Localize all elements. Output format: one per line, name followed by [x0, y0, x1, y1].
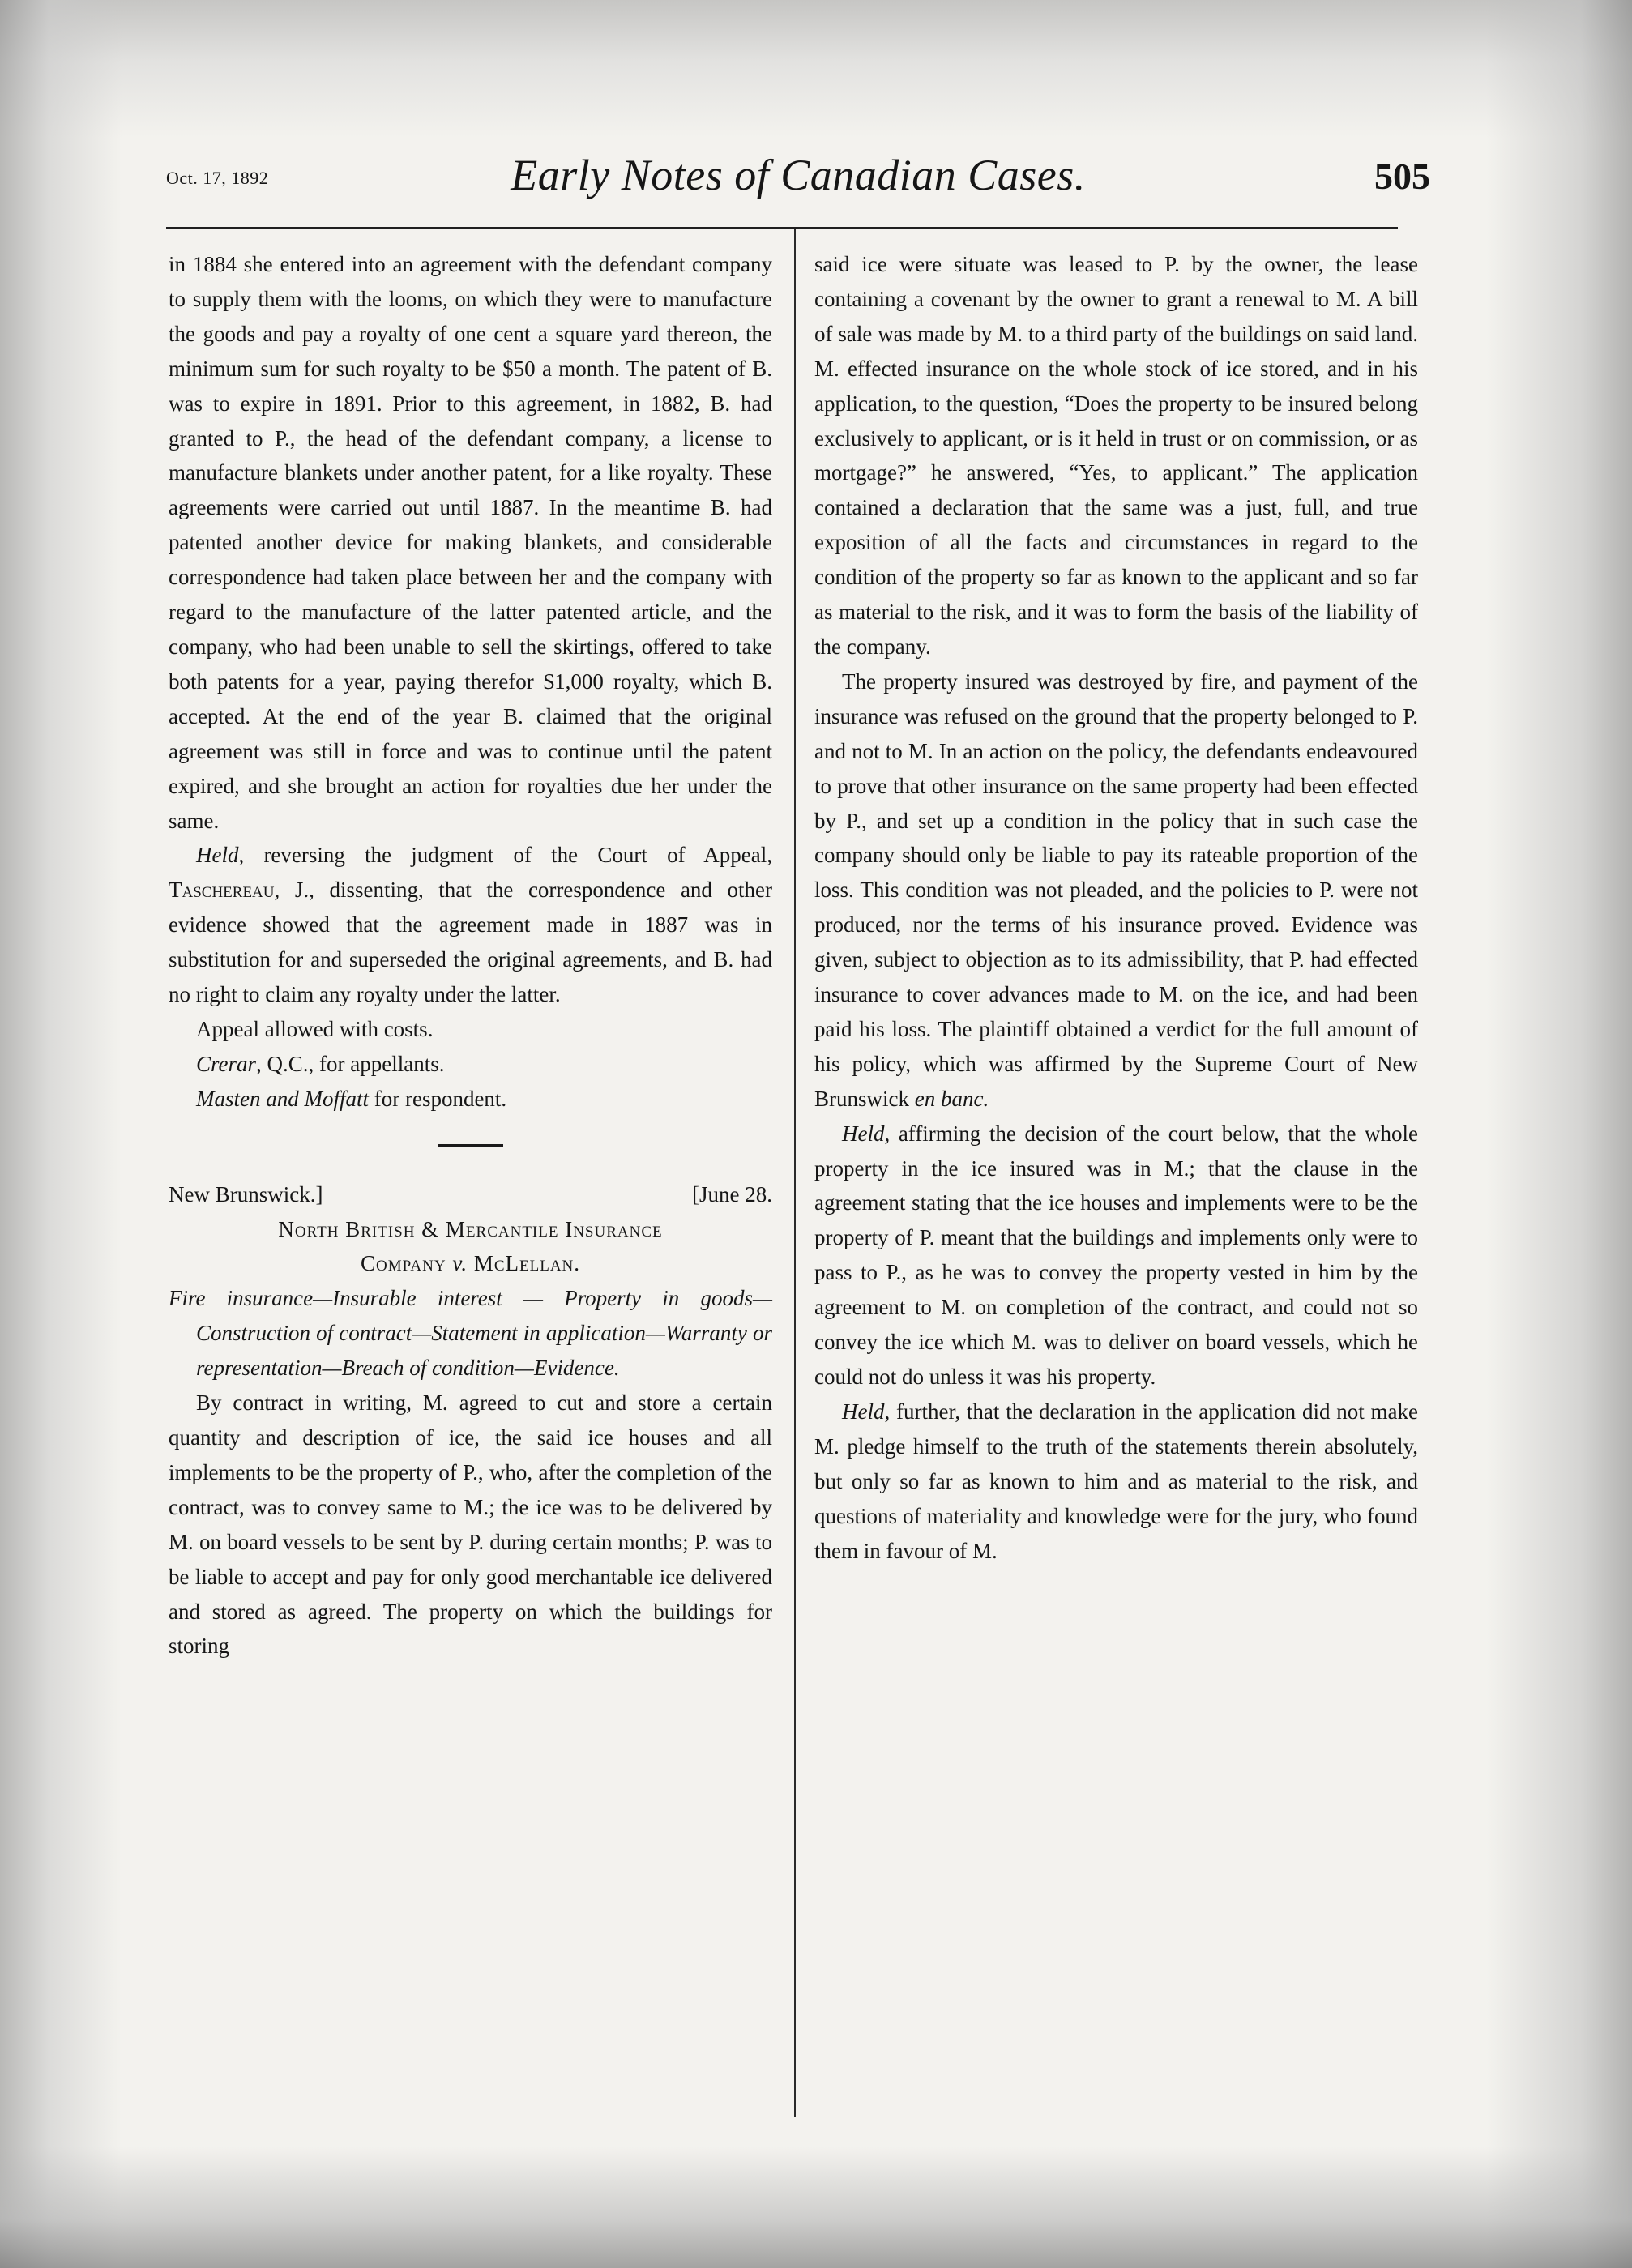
case-title-line-1: North British & Mercantile Insurance — [278, 1216, 663, 1241]
held-text-1: , affirming the decision of the court below, that the whole property in the ice insured was in M.; that the clause in the agreement stating that the ice houses and implements were to be the property of P. meant that the buildings and implements only were to pass to P., as he was to convey the property vested in him by the agreement to M. on completion of the contract, and could not so convey the ice which M. was to deliver on board vessels, which he could not do unless it was his property. — [814, 1121, 1418, 1389]
page-shadow-right — [1486, 0, 1632, 2268]
held-text-2: , further, that the declaration in the application did not make M. pledge himself to the truth of the statements therein absolutely, but only so far as known to him and as material to the risk, and questions of materiality and knowledge were for the jury, who found them in favour of M. — [814, 1399, 1418, 1563]
case-title-line-2 — [169, 1246, 772, 1281]
counsel-appellants-name: Crerar — [196, 1051, 257, 1076]
page-shadow-left — [0, 0, 122, 2268]
counsel-respondent-name: Masten and Moffatt — [196, 1086, 369, 1111]
case-title-party-a: Company — [360, 1251, 453, 1276]
running-header — [166, 150, 1430, 207]
case-title-party-b: McLellan. — [468, 1251, 581, 1276]
counsel-respondent-role: for respondent. — [368, 1086, 507, 1111]
page-shadow-bottom — [0, 2146, 1632, 2268]
en-banc: en banc. — [914, 1086, 989, 1111]
paragraph-fire — [814, 664, 1418, 1117]
paragraph-application: said ice were situate was leased to P. by the owner, the lease containing a covenant by the owner to grant a renewal to M. A bill of sale was made by M. to a third party of the buildings on said land. M. effected insurance on the whole stock of ice stored, and in his application, to the question, “Does the property to be insured belong exclusively to applicant, or is it held in trust or on commission, or as mortgage?” he answered, “Yes, to applicant.” The application contained a declaration that the same was a just, full, and true exposition of all the facts and circumstances in regard to the condition of the property so far as known to the applicant and so far as material to the risk, and it was to form the basis of the liability of the company. — [814, 252, 1418, 659]
appeal-result: Appeal allowed with costs. — [196, 1016, 434, 1041]
header-date: Oct. 17, 1892 — [166, 168, 269, 188]
paragraph-contract: By contract in writing, M. agreed to cut and store a certain quantity and description of ice, the said ice houses and all implements to be the property of P., who, after the completion of the contract, was to convey same to M.; the ice was to be delivered by M. on board vessels to be sent by P. during certain months; P. was to be liable to accept and pay for only good merchantable ice delivered and stored as agreed. The property on which the buildings for storing — [169, 1390, 772, 1659]
left-column — [169, 247, 772, 1664]
column-divider — [794, 229, 796, 2117]
paragraph-held-1 — [814, 1117, 1418, 1395]
held-label: Held — [196, 843, 239, 868]
fire-text: The property insured was destroyed by fire, and payment of the insurance was refused on the ground that the property belonged to P. and not to M. In an action on the policy, the defendants endeavoured to prove that other insurance on the same property had been effected by P., and set up a condition in the policy that in such case the company should only be liable to pay its rateable proportion of the loss. This condition was not pleaded, and the policies to P. were not produced, nor the terms of his insurance proved. Evidence was given, subject to objection as to its admissibility, that P. had effected insurance to cover advances made to M. on the ice, and had been paid his loss. The plaintiff obtained a verdict for the full amount of his policy, which was affirmed by the Supreme Court of New Brunswick — [814, 668, 1418, 1111]
judge-name: Taschereau — [169, 878, 275, 903]
header-title: Early Notes of Canadian Cases. — [511, 151, 1086, 199]
page-number: 505 — [1374, 156, 1430, 197]
headnote: Fire insurance—Insurable interest — Property in goods—Construction of contract—Statement in application—Warranty or representation—Breach of condition—Evidence. — [169, 1286, 772, 1381]
held-label-1: Held — [842, 1121, 885, 1146]
decision-date: [June 28. — [692, 1181, 772, 1207]
court-name: New Brunswick.] — [169, 1181, 323, 1207]
held-label-2: Held — [842, 1399, 885, 1424]
header-rule — [166, 227, 1398, 229]
page-shadow-top — [0, 0, 1632, 138]
court-date-line — [169, 1177, 772, 1212]
held-text-a: , reversing the judgment of the Court of Appeal, — [238, 843, 772, 868]
counsel-appellants — [169, 1047, 772, 1082]
held-text-b: , J., dissenting, that the correspondence and other evidence showed that the agreement made in 1887 was in substitution for and superseded the original agreements, and B. had no right to claim any royalty under the latter. — [169, 878, 772, 1007]
counsel-respondent — [169, 1082, 772, 1117]
section-rule — [438, 1144, 503, 1147]
case-title-versus: v. — [452, 1251, 468, 1276]
paragraph-facts: in 1884 she entered into an agreement with the defendant company to supply them with the looms, on which they were to manufacture the goods and pay a royalty of one cent a square yard thereon, the minimum sum for such royalty to be $50 a month. The patent of B. was to expire in 1891. Prior to this agreement, in 1882, B. had granted to P., the head of the defendant company, a license to manufacture blankets under another patent, for a like royalty. These agreements were carried out until 1887. In the meantime B. had patented another device for making blankets, and considerable correspondence had taken place between her and the company with regard to the manufacture of the latter patented article, and the company, who had been unable to sell the skirtings, offered to take both patents for a year, paying therefor $1,000 royalty, which B. accepted. At the end of the year B. claimed that the original agreement was still in force and was to continue until the patent expired, and she brought an action for royalties due her under the same. — [169, 252, 772, 833]
counsel-appellants-role: , Q.C., for appellants. — [256, 1051, 445, 1076]
paragraph-held-2 — [814, 1395, 1418, 1569]
paragraph-held — [169, 838, 772, 1012]
right-column — [814, 247, 1418, 1568]
